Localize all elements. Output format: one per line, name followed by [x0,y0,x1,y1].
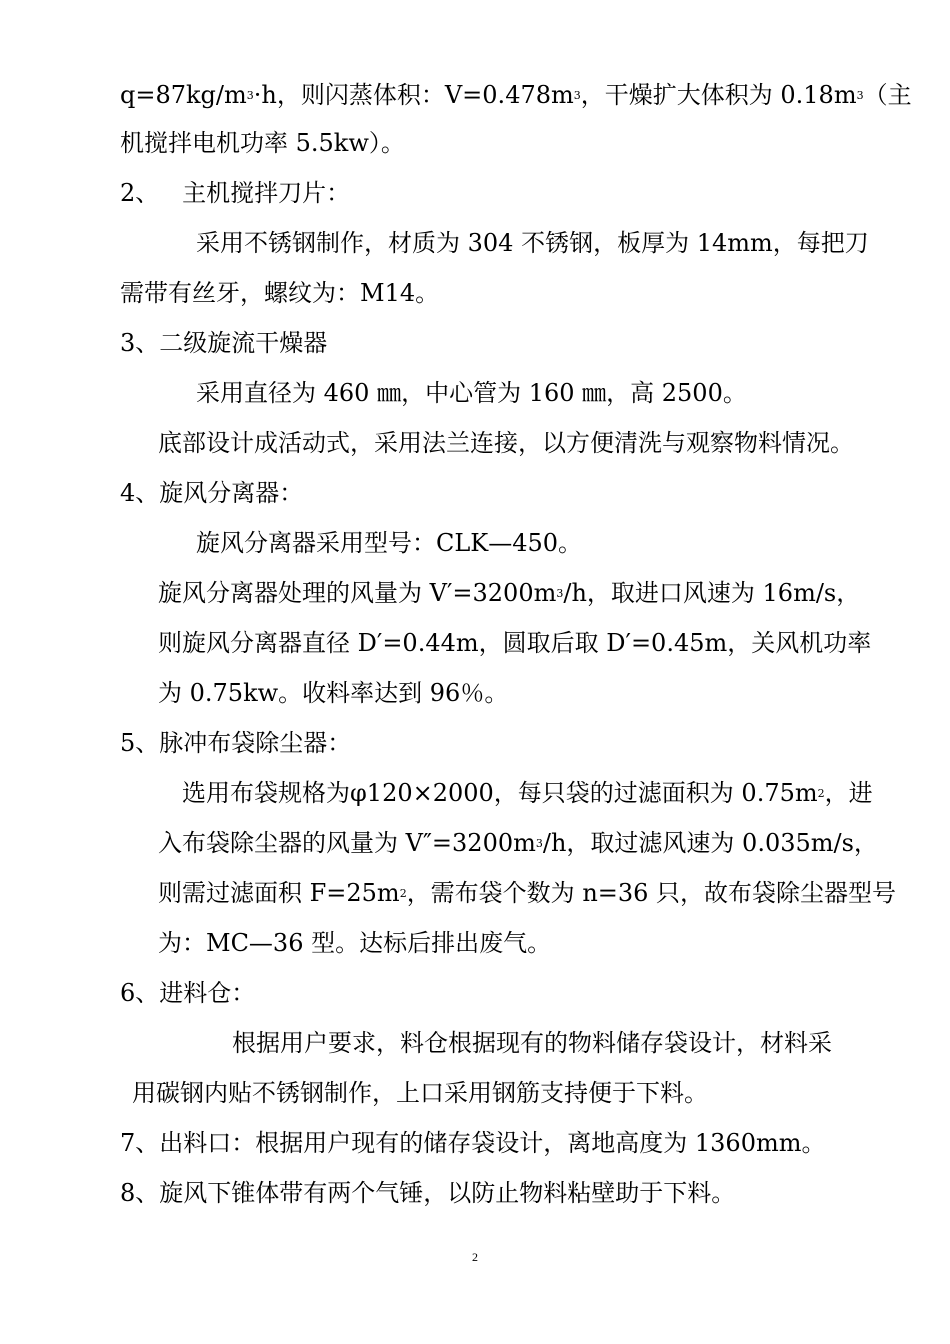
text-fragment: /h，取进口风速为 16m/s， [563,579,861,607]
superscript: 3 [856,89,864,102]
text-line-8: 底部设计成活动式，采用法兰连接，以方便清洗与观察物料情况。 [158,429,854,457]
text-line-5: 需带有丝牙，螺纹为：M14。 [120,279,440,307]
section-heading-8: 8、旋风下锥体带有两个气锤，以防止物料粘壁助于下料。 [120,1179,736,1207]
section-heading-6: 6、进料仓： [120,979,256,1007]
text-line-16 [158,828,878,863]
text-fragment: 旋风分离器处理的风量为 V′=3200m [158,579,557,607]
section-heading-5: 5、脉冲布袋除尘器： [120,729,352,757]
text-fragment: ，进 [824,779,873,807]
section-heading-2: 2、 主机搅拌刀片： [120,179,351,207]
superscript: 3 [573,89,581,102]
text-fragment: 入布袋除尘器的风量为 V″=3200m [158,829,536,857]
text-line-10: 旋风分离器采用型号：CLK—450。 [196,529,583,557]
section-heading-4: 4、旋风分离器： [120,479,304,507]
text-fragment: 则需过滤面积 F=25m [158,879,400,907]
text-line-15 [182,778,873,813]
text-fragment: 选用布袋规格为φ120×2000，每只袋的过滤面积为 0.75m [182,779,818,807]
text-fragment: /h，取过滤风速为 0.035m/s， [542,829,878,857]
text-line-7: 采用直径为 460 ㎜，中心管为 160 ㎜，高 2500。 [196,379,747,407]
text-fragment: ·h，则闪蒸体积：V=0.478m [253,81,574,109]
superscript: 2 [399,887,407,900]
superscript: 3 [246,89,254,102]
section-heading-7: 7、出料口：根据用户现有的储存袋设计，离地高度为 1360mm。 [120,1129,826,1157]
text-line-1 [120,80,912,115]
text-fragment: q=87kg/m [120,81,247,109]
superscript: 2 [817,787,825,800]
text-fragment: （主 [863,81,912,109]
section-heading-3: 3、二级旋流干燥器 [120,329,328,357]
text-fragment: ，干燥扩大体积为 0.18m [580,81,857,109]
text-fragment: ，需布袋个数为 n=36 只，故布袋除尘器型号 [406,879,897,907]
text-line-20: 根据用户要求，料仓根据现有的物料储存袋设计，材料采 [232,1029,832,1057]
superscript: 3 [556,587,564,600]
text-line-21: 用碳钢内贴不锈钢制作，上口采用钢筋支持便于下料。 [132,1079,708,1107]
text-line-11 [158,578,860,613]
page-number: 2 [472,1250,478,1264]
text-line-4: 采用不锈钢制作，材质为 304 不锈钢，板厚为 14mm，每把刀 [196,229,869,257]
text-line-13: 为 0.75kw。收料率达到 96％。 [158,679,509,707]
text-line-12: 则旋风分离器直径 D′=0.44m，圆取后取 D′=0.45m，关风机功率 [158,629,872,657]
text-line-18: 为：MC—36 型。达标后排出废气。 [158,929,552,957]
superscript: 3 [535,837,543,850]
text-line-2: 机搅拌电机功率 5.5kw）。 [120,129,405,157]
text-line-17 [158,878,896,913]
